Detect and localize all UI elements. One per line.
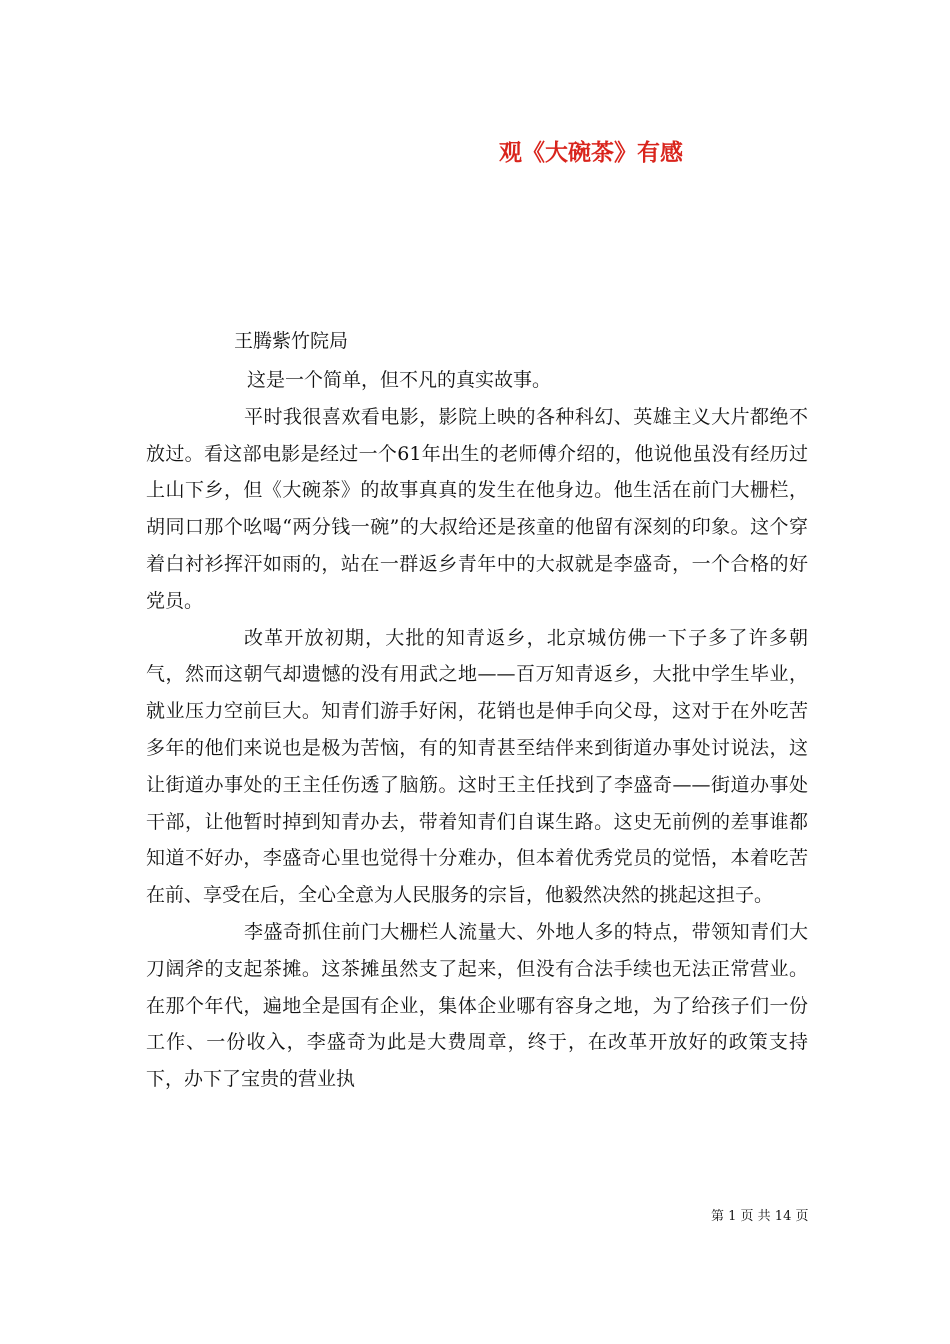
author-line: 王腾紫竹院局 [234,330,349,352]
paragraph: 平时我很喜欢看电影，影院上映的各种科幻、英雄主义大片都绝不放过。看这部电影是经过一个61年出生的老师傅介绍的，他说他虽没有经历过上山下乡，但《大碗茶》的故事真真的发生在他身边。他生活在前门大栅栏，胡同口那个吆喝“两分钱一碗”的大叔给还是孩童的他留有深刻的印象。这个穿着白衬衫挥汗如雨的，站在一群返乡青年中的大叔就是李盛奇，一个合格的好党员。 [146,405,808,612]
page-footer: 第 1 页 共 14 页 [711,1209,809,1224]
paragraph: 这是一个简单，但不凡的真实故事。 [247,369,552,391]
paragraph: 改革开放初期，大批的知青返乡，北京城仿佛一下子多了许多朝气，然而这朝气却遗憾的没有用武之地——百万知青返乡，大批中学生毕业，就业压力空前巨大。知青们游手好闲，花销也是伸手向父母，这对于在外吃苦多年的他们来说也是极为苦恼，有的知青甚至结伴来到街道办事处讨说法，这让街道办事处的王主任伤透了脑筋。这时王主任找到了李盛奇——街道办事处干部，让他暂时掉到知青办去，带着知青们自谋生路。这史无前例的差事谁都知道不好办，李盛奇心里也觉得十分难办，但本着优秀党员的觉悟，本着吃苦在前、享受在后，全心全意为人民服务的宗旨，他毅然决然的挑起这担子。 [146,626,808,907]
paragraph: 李盛奇抓住前门大栅栏人流量大、外地人多的特点，带领知青们大刀阔斧的支起茶摊。这茶摊虽然支了起来，但没有合法手续也无法正常营业。在那个年代，遍地全是国有企业，集体企业哪有容身之地，为了给孩子们一份工作、一份收入，李盛奇为此是大费周章，终于，在改革开放好的政策支持下，办下了宝贵的营业执 [146,920,808,1091]
document-title: 观《大碗茶》有感 [499,139,683,166]
body-text [146,362,808,1098]
